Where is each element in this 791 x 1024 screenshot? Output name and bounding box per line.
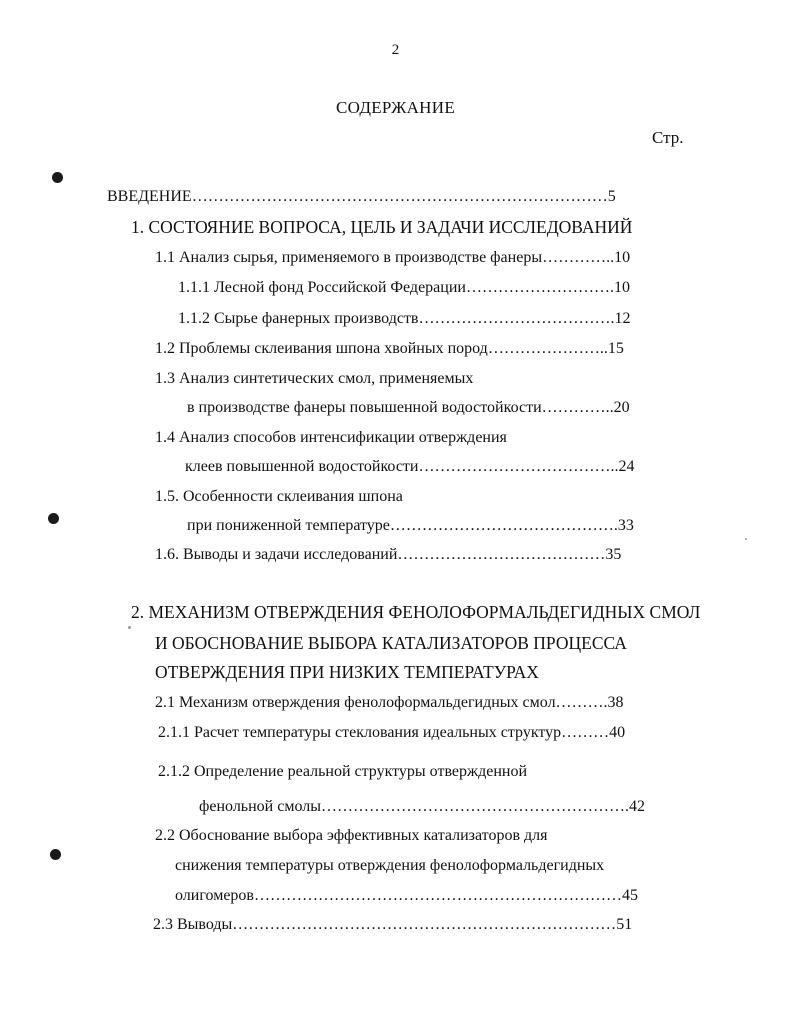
scan-speck <box>128 626 131 629</box>
toc-entry-introduction: ВВЕДЕНИЕ……………………………………………………………………5 <box>107 188 616 205</box>
toc-chapter-1-heading: 1. СОСТОЯНИЕ ВОПРОСА, ЦЕЛЬ И ЗАДАЧИ ИССЛЕДОВАНИЙ <box>131 217 633 237</box>
toc-entry-1-4-line1: 1.4 Анализ способов интенсификации отверждения <box>155 429 507 446</box>
page-column-label: Стр. <box>652 128 684 147</box>
toc-entry-1-1-1: 1.1.1 Лесной фонд Российской Федерации……………………….10 <box>178 279 630 296</box>
toc-entry-2-3: 2.3 Выводы………………………………………………………………51 <box>153 916 633 933</box>
toc-title: СОДЕРЖАНИЕ <box>335 98 456 117</box>
toc-entry-2-2-line1: 2.2 Обоснование выбора эффективных катализаторов для <box>155 827 548 844</box>
toc-entry-2-1-2-line2: фенольной смолы………………………………………………….42 <box>199 798 645 815</box>
toc-entry-1-6: 1.6. Выводы и задачи исследований…………………………………35 <box>155 546 622 563</box>
toc-entry-1-3-line1: 1.3 Анализ синтетических смол, применяемых <box>155 370 474 387</box>
toc-entry-1-5-line1: 1.5. Особенности склеивания шпона <box>155 488 403 505</box>
binder-hole-top <box>52 172 63 183</box>
toc-entry-1-1-2: 1.1.2 Сырье фанерных производств……………………………….12 <box>178 310 631 327</box>
toc-chapter-2-heading-line1: 2. МЕХАНИЗМ ОТВЕРЖДЕНИЯ ФЕНОЛОФОРМАЛЬДЕГИДНЫХ СМОЛ <box>131 602 701 622</box>
toc-entry-2-1-1: 2.1.1 Расчет температуры стеклования идеальных структур………40 <box>158 724 626 741</box>
toc-entry-2-1: 2.1 Механизм отверждения фенолоформальдегидных смол……….38 <box>155 694 624 711</box>
toc-chapter-2-heading-line3: ОТВЕРЖДЕНИЯ ПРИ НИЗКИХ ТЕМПЕРАТУРАХ <box>155 662 539 682</box>
binder-hole-middle <box>48 513 59 524</box>
toc-chapter-2-heading-line2: И ОБОСНОВАНИЕ ВЫБОРА КАТАЛИЗАТОРОВ ПРОЦЕССА <box>155 633 627 653</box>
toc-entry-2-1-2-line1: 2.1.2 Определение реальной структуры отвержденной <box>158 763 528 780</box>
scan-speck <box>745 538 747 540</box>
toc-entry-1-4-line2: клеев повышенной водостойкости………………………………..24 <box>185 458 635 475</box>
toc-entry-2-2-line2: снижения температуры отверждения фенолоформальдегидных <box>175 857 605 874</box>
binder-hole-bottom <box>50 849 61 860</box>
toc-entry-1-5-line2: при пониженной температуре…………………………………….33 <box>187 517 634 534</box>
toc-entry-1-2: 1.2 Проблемы склеивания шпона хвойных пород…………………..15 <box>155 340 624 357</box>
toc-entry-1-3-line2: в производстве фанеры повышенной водостойкости…………..20 <box>187 399 630 416</box>
page-number: 2 <box>391 42 400 58</box>
toc-entry-1-1: 1.1 Анализ сырья, применяемого в производстве фанеры…………..10 <box>155 249 631 266</box>
toc-entry-2-2-line3: олигомеров……………………………………………………………45 <box>175 887 638 904</box>
